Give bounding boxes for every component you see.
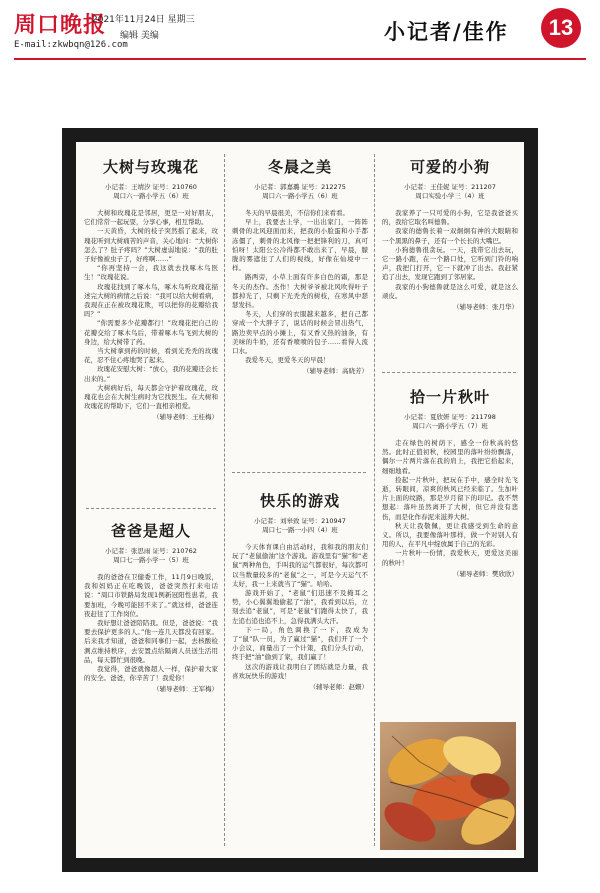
paragraph: 一片秋叶一份情，我爱秋天，更爱这美丽的秋叶！ [382,549,518,567]
paragraph: 我好想让爸爸陪陪我。但是，爸爸说：“我要去保护更多的人。”他一连几天都没有回家。后来我才知道，爸爸和同事们一起，去核酸检测点维持秩序，去安置点给隔离人员送生活用品，每天都忙到很晚。 [84,619,218,664]
paragraph: “你需要多少花瓣都行！”玫瑰花把自己的花瓣交给了啄木鸟后，带着啄木鸟飞到大树的身边，给大树带了药。 [84,319,218,346]
header-divider [14,58,586,60]
paragraph: 一天黄昏，大树的枝子突然摇了起来，玫瑰花听到大树痛苦的声音，关心地问：“大树你怎么了？肚子疼吗？”大树虚弱地说：“我的肚子好像被虫子了，好疼啊……” [84,227,218,264]
page-header [0,0,600,64]
article-6 [232,490,368,850]
article-body [382,439,518,579]
paragraph: 我爱冬天，更爱冬天的早晨！ [245,356,330,365]
byline-author: 小记者：郭嘉璐 证号：212275 [254,183,346,191]
paragraph: 我家的德鲁长着一双炯炯有神的大眼睛和一个黑黑的鼻子，还有一个长长的大嘴巴。 [382,227,518,245]
autumn-leaves-photo [380,722,516,850]
article-3 [382,156,518,366]
paragraph: 大树和玫瑰花是邻居，更是一对好朋友，它们常常一起玩耍，分享心事，相互帮助。 [84,209,218,227]
byline-author: 小记者：王佳妮 证号：211207 [404,183,496,191]
byline-school: 周口六一路小学五（6）班 [113,192,189,200]
article-4 [382,386,518,716]
byline-author: 小记者：夏欣妍 证号：211798 [404,413,496,421]
byline-author: 小记者：张思雨 证号：210762 [105,547,197,555]
content-panel [76,142,524,858]
article-5 [84,520,218,850]
article-body [232,209,368,377]
row-divider-right [382,372,516,373]
article-title: 拾一片秋叶 [409,388,490,406]
article-title: 冬晨之美 [267,158,332,176]
page-number-badge: 13 [541,8,581,48]
byline-author: 小记者：刘皋致 证号：210947 [254,517,346,525]
article-editor: （辅导老师：樊欣欣） [453,569,518,578]
paragraph: 路两旁，小草上面有许多白色的霜，那是冬天的杰作。杰作！大树爷爷被北风吹得叶子都掉光了，只剩下光秃秃的树枝，在寒风中瑟瑟发抖。 [232,273,368,310]
paragraph: 早上，我要去上学，一出出家门，一阵阵刺骨的北风迎面而来，把我的小脸蛋和小手都冻僵了，刺骨的北风像一把把锋利的刀，真可怕呀！太阳公公冷得都不敢出来了，早晨，朦胧的雾遮住了人们的视线，好像在仙境中一样。 [232,218,368,273]
article-byline [232,517,368,535]
contact-email: E-mail:zkwbqn@126.com [14,40,128,50]
section-title: 小记者/佳作 [384,19,509,44]
paragraph: 当大树拿到药的时候，看到光秃秃的玫瑰花，忍不住心疼地哭了起来。 [84,347,218,365]
byline-school: 周口六一路小学五（6）班 [262,192,338,200]
paragraph: 秋天让我敬佩，更让我感受到生命的意义。所以，我要像落叶那样，做一个对别人有用的人，在平凡中绽放属于自己的光彩。 [382,521,518,549]
article-body [232,543,368,692]
paragraph: 今天体育课自由活动时，我和我的朋友们玩了“老鼠偷油”这个游戏。游戏里有“猫”和“老鼠”两种角色，手叫我的运气都很好，每次都可以当数量较多的“老鼠”之一，可是今天运气不太好，我一上来就当了“猫”。哈哈。 [232,543,368,588]
paragraph: 这次的游戏让我明白了团结就是力量，我喜欢玩快乐的游戏！ [232,662,368,680]
paragraph: 玫瑰花找到了啄木鸟，啄木鸟听玫瑰花描述完大树的病情之后说：“我可以给大树看病，我现在正在被玫瑰花欺，可以把你的花瓣给我吗？” [84,282,218,319]
paragraph: 我家的小狗德鲁就是这么可爱，就是这么顽皮。 [382,282,518,300]
paragraph: 游戏开始了，“老鼠”们迅速不及掩耳之势，小心翼翼地偷起了“油”，我看到以后，立刻去追“老鼠”，可是“老鼠”们跑得太快了，我左追右追也追不上，急得我满头大汗。 [232,589,368,625]
article-editor: （辅导老师：高晓芳） [303,367,368,376]
paragraph: 走在绿色的树荫下，感全一份秋高的悠然。此时正值初秋，校园里的落叶纷纷飘落，偶尔一片两片落在我的肩上，我把它拾起来，细细地看。 [382,439,518,475]
paragraph: 我的爸爸在卫健委工作，11月9日晚饭，我和妈妈正在吃晚饭，爸爸突然打来电话说：“周口市铁路局发现1例新冠阳性患者，我要加班，今晚可能回不来了。”就这样，爸爸连夜赶往了工作岗位。 [84,573,218,618]
article-editor: （辅导老师：王军梅） [153,685,218,694]
article-editor: （辅导老师：赵姗） [309,683,368,692]
autumn-leaves-image [380,722,516,850]
row-divider-middle [232,472,366,473]
column-divider-right [374,154,375,846]
article-title: 爸爸是超人 [110,522,191,540]
paragraph: 我觉得，爸爸就像超人一样，保护着大家的安全。爸爸，你辛苦了！我爱你！ [84,665,218,683]
paragraph: 下一局，角色调换了一下，我成为了“鼠”队一员，为了赢过“猫”，我们开了一个小会议，商量出了一个计策，我们分头行动，终于把“油”偷到了家，我们赢了！ [232,625,368,662]
article-1 [84,156,218,502]
article-editor: （辅导老师：张月华） [453,303,518,312]
article-body [84,209,218,423]
masthead-logo: 周口晚报 [14,12,107,38]
paragraph: 冬天的早晨很美，不信你们来看看。 [245,209,349,217]
article-title: 快乐的游戏 [259,492,340,510]
article-title: 可爱的小狗 [409,158,490,176]
article-2 [232,156,368,466]
article-title: 大树与玫瑰花 [102,158,199,176]
byline-school: 周口七一路一小四（4）班 [262,526,338,534]
editor-credits: 编辑 美编 [120,31,159,41]
paragraph: 我家养了一只可爱的小狗，它是我爸爸买的，我给它取名叫德鲁。 [382,209,518,227]
paragraph: 小狗德鲁很贪玩。一天，我带它出去玩，它一路小跑，在一个路口处，它听到门铃的响声，我把门打开，它一下就冲了出去。我赶紧追了出去，发现它跑到了邻居家。 [382,245,518,282]
column-divider-left [224,154,225,846]
article-body [84,573,218,695]
article-byline [84,547,218,565]
paragraph: 冬天，人们穿的衣服越来越多，把自己都穿成一个大胖子了，说话的时候会冒出热气，路边卖早点的小摊上，有又香又热的油条，有美味的牛奶，还有香喷喷的包子……看得人流口水。 [232,310,368,356]
article-byline [382,413,518,431]
byline-school: 周口实验小学三（4）班 [415,192,485,200]
byline-school: 周口七一路小学一（5）班 [113,556,189,564]
article-byline [382,183,518,201]
row-divider-left [86,508,216,509]
paragraph: “你再坚持一会，我这就去找啄木鸟医生！”玫瑰花说。 [84,264,218,282]
article-editor: （辅导老师：王桂梅） [153,413,218,422]
paragraph: 玫瑰花安慰大树：“放心，我的花瓣还会长出来的。” [84,365,218,383]
byline-author: 小记者：王靖汐 证号：210760 [105,183,197,191]
paragraph: 捡起一片秋叶，把玩在手中，感全时光飞逝，转眼间，凉爽的秋风已经来临了。生加叶片上面的纹路，那是岁月留下的印记。我不禁想起：落叶虽然离开了大树，但它并没有悲伤，而是化作春泥来滋养大树。 [382,475,518,521]
article-body [382,209,518,312]
paragraph: 大树病好后，每天都会守护着玫瑰花，玫瑰花也会在大树生病时为它找医生。在大树和玫瑰花的帮助下，它们一直相亲相爱。 [84,383,218,411]
issue-date: 2021年11月24日 星期三 [92,15,195,25]
byline-school: 周口六一路小学五（7）班 [412,422,488,430]
article-byline [232,183,368,201]
article-byline [84,183,218,201]
